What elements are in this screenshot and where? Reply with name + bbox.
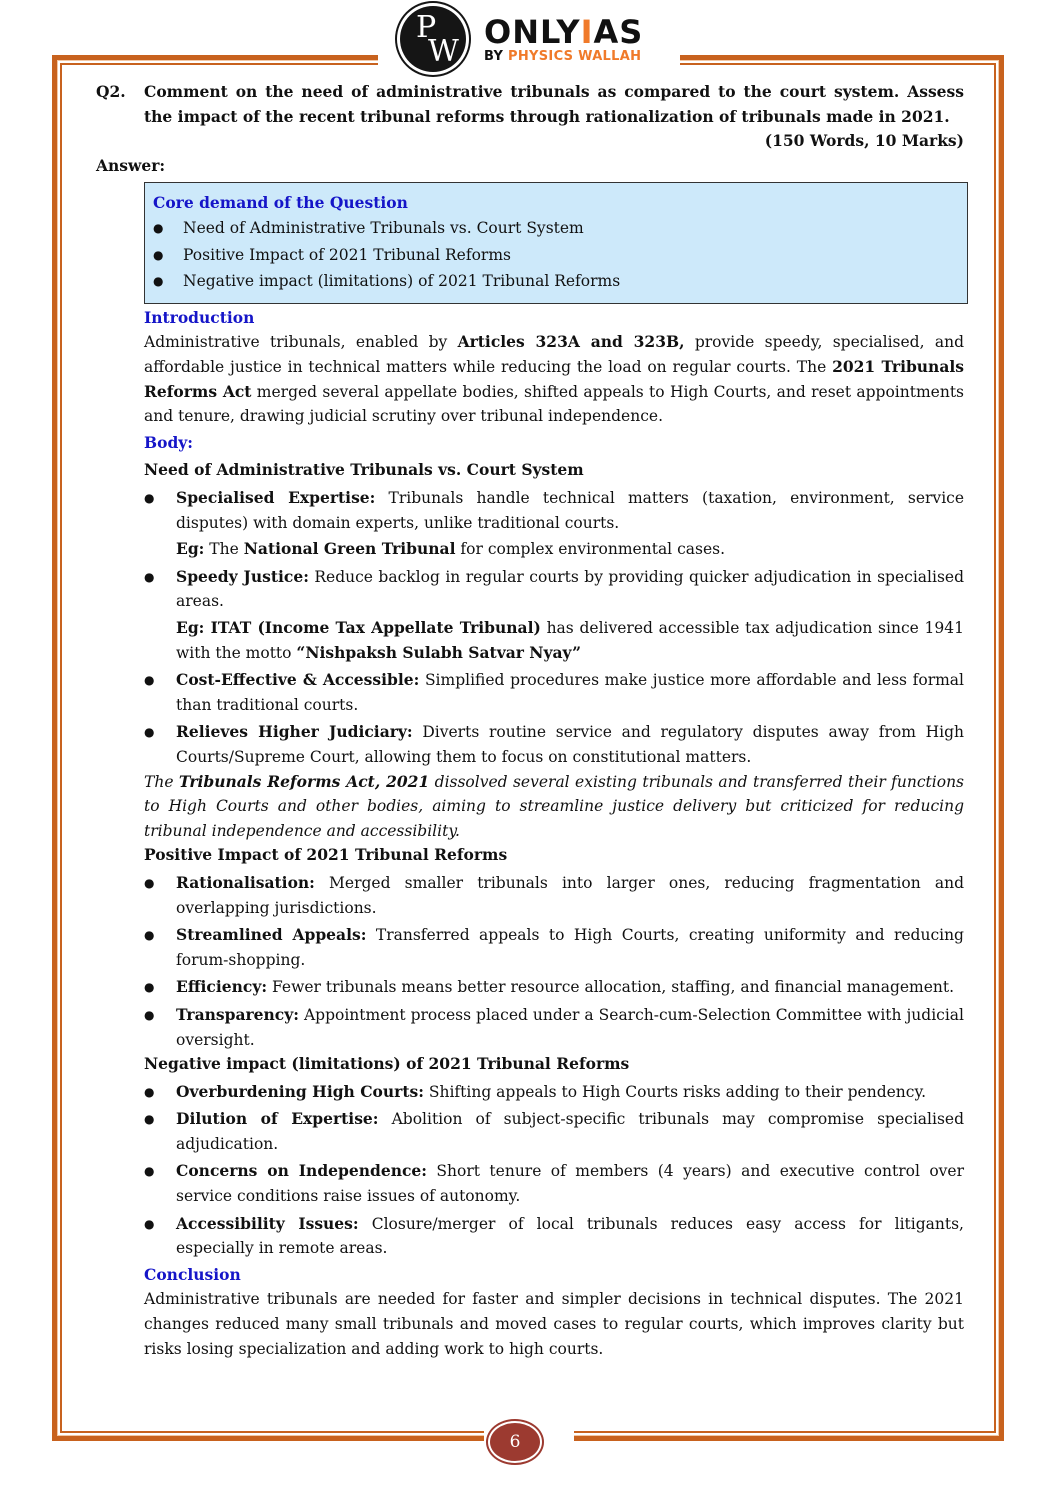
list-item-body <box>176 975 964 1000</box>
answer-body <box>144 306 964 1361</box>
question-marks: (150 Words, 10 Marks) <box>764 131 964 151</box>
transition-text: dissolved several existing tribunals and transferred their functions to High Courts and other bodies, aiming to streamline justice delivery but criticized for reducing tribunal independence and accessibility. <box>144 772 965 840</box>
core-demand-box <box>144 182 968 304</box>
core-demand-title: Core demand of the Question <box>153 193 408 213</box>
bullet-icon: ● <box>144 1216 155 1231</box>
brand-name-i: I <box>580 12 594 51</box>
list-item-text: Fewer tribunals means better resource allocation, staffing, and financial management. <box>267 978 955 997</box>
question <box>96 80 964 154</box>
introduction-heading: Introduction <box>144 307 255 327</box>
bullet-icon: ● <box>144 1164 155 1179</box>
list-item <box>144 720 964 769</box>
list-item-body <box>176 923 964 972</box>
transition-bold: Tribunals Reforms Act, 2021 <box>178 771 430 791</box>
core-demand-item <box>153 215 959 242</box>
list-item-body <box>176 1107 964 1156</box>
bullet-icon: ● <box>144 875 155 890</box>
list-item-body <box>176 486 964 535</box>
list-item <box>144 923 964 972</box>
core-demand-item-text: Need of Administrative Tribunals vs. Court System <box>183 219 584 238</box>
list-item-body <box>176 1212 964 1261</box>
transition-paragraph <box>144 770 964 844</box>
list-item-text: Simplified procedures make justice more affordable and less formal than traditional courts. <box>176 671 965 714</box>
example-line <box>176 616 964 665</box>
intro-text: Administrative tribunals, enabled by <box>144 333 458 352</box>
list-item-label: Transparency: <box>176 1004 299 1024</box>
intro-text: provide speedy, specialised, and affordable justice in technical matters while reducing the load on regular courts. The <box>144 333 964 377</box>
list-item-label: Specialised Expertise: <box>176 488 376 508</box>
list-item <box>144 1107 964 1156</box>
list-item <box>144 1212 964 1261</box>
list-item-body <box>176 720 964 769</box>
introduction-paragraph <box>144 330 964 428</box>
list-item-label: Dilution of Expertise: <box>176 1109 379 1129</box>
logo-letter-p: P <box>416 10 437 45</box>
list-item-label: Overburdening High Courts: <box>176 1081 424 1101</box>
bullet-icon: ● <box>153 274 164 289</box>
question-number: Q2. <box>96 82 126 101</box>
list-item-label: Concerns on Independence: <box>176 1161 427 1181</box>
pw-logo-icon <box>400 6 466 72</box>
transition-text: The <box>144 772 179 791</box>
bullet-icon: ● <box>153 221 164 236</box>
core-demand-item-text: Negative impact (limitations) of 2021 Tribunal Reforms <box>183 272 621 291</box>
example-label: Eg: <box>176 539 205 559</box>
example-line <box>176 537 964 562</box>
list-item <box>144 668 964 717</box>
list-item-text: Tribunals handle technical matters (taxation, environment, service disputes) with domain experts, unlike traditional courts. <box>176 489 965 532</box>
list-item-body <box>176 668 964 717</box>
bullet-icon: ● <box>144 673 155 688</box>
list-item-body <box>176 1159 964 1208</box>
list-item-text: Appointment process placed under a Search-cum-Selection Committee with judicial oversight. <box>176 1005 964 1049</box>
bullet-icon: ● <box>144 1112 155 1127</box>
bullet-icon: ● <box>144 491 155 506</box>
list-item <box>144 871 964 920</box>
bullet-icon: ● <box>144 980 155 995</box>
brand-sub-by: BY <box>484 48 509 64</box>
intro-bold-articles: Articles 323A and 323B, <box>457 332 685 352</box>
list-item-body <box>176 1080 964 1105</box>
example-text: for complex environmental cases. <box>455 540 725 559</box>
list-item-text: Transferred appeals to High Courts, creating uniformity and reducing forum-shopping. <box>176 926 964 969</box>
brand-name-prefix: ONLY <box>484 12 581 51</box>
intro-bold-act: 2021 Tribunals Reforms Act <box>144 357 964 401</box>
question-body <box>144 80 964 154</box>
example-label: Eg: ITAT (Income Tax Appellate Tribunal) <box>176 618 541 637</box>
list-item-text: Short tenure of members (4 years) and executive control over service conditions raise issues of autonomy. <box>176 1162 965 1206</box>
core-demand-item-text: Positive Impact of 2021 Tribunal Reforms <box>183 245 511 264</box>
list-item-label: Relieves Higher Judiciary: <box>176 722 413 742</box>
list-item-body <box>176 871 964 920</box>
bullet-icon: ● <box>153 247 164 262</box>
list-item-text: Shifting appeals to High Courts risks adding to their pendency. <box>423 1082 927 1101</box>
bullet-icon: ● <box>144 1007 155 1022</box>
list-item <box>144 486 964 535</box>
positive-heading: Positive Impact of 2021 Tribunal Reforms <box>144 845 508 865</box>
list-item-body <box>176 565 964 614</box>
list-item-label: Efficiency: <box>176 977 268 997</box>
need-heading: Need of Administrative Tribunals vs. Court System <box>144 460 584 480</box>
page-number: 6 <box>488 1421 542 1463</box>
list-item <box>144 565 964 614</box>
brand-subtitle <box>484 49 643 64</box>
bullet-icon: ● <box>144 725 155 740</box>
list-item <box>144 1080 964 1105</box>
list-item-label: Rationalisation: <box>176 872 315 892</box>
bullet-icon: ● <box>144 569 155 584</box>
bullet-icon: ● <box>144 928 155 943</box>
list-item-label: Speedy Justice: <box>176 566 309 586</box>
answer-label: Answer: <box>96 155 166 175</box>
list-item <box>144 1003 964 1052</box>
core-demand-item <box>153 268 959 295</box>
logo-letter-w: W <box>428 34 459 69</box>
list-item-text: Reduce backlog in regular courts by providing quicker adjudication in specialised areas. <box>176 567 964 611</box>
list-item-label: Cost-Effective & Accessible: <box>176 670 420 690</box>
conclusion-paragraph: Administrative tribunals are needed for faster and simpler decisions in technical disputes. The 2021 changes reduced many small tribunals and moved cases to regular courts, which improves clarity but risks losing specialization and adding work to high courts. <box>144 1290 964 1358</box>
body-heading: Body: <box>144 432 194 452</box>
brand-name <box>484 12 644 51</box>
example-bold: “Nishpaksh Sulabh Satvar Nyay” <box>296 642 582 662</box>
intro-text: merged several appellate bodies, shifted appeals to High Courts, and reset appointments and tenure, drawing judicial scrutiny over tribunal independence. <box>144 382 965 426</box>
list-item-text: Closure/merger of local tribunals reduces easy access for litigants, especially in remote areas. <box>176 1214 964 1258</box>
example-text: The <box>204 540 244 559</box>
list-item-text: Abolition of subject-specific tribunals may compromise specialised adjudication. <box>176 1110 964 1153</box>
list-item <box>144 975 964 1000</box>
page-content <box>96 80 964 1361</box>
brand-text <box>484 12 644 64</box>
list-item-text: Merged smaller tribunals into larger ones, reducing fragmentation and overlapping jurisdictions. <box>176 873 964 917</box>
list-item-body <box>176 1003 964 1052</box>
brand-sub-name: PHYSICS WALLAH <box>508 48 642 64</box>
header-logo <box>400 4 670 74</box>
negative-heading: Negative impact (limitations) of 2021 Tribunal Reforms <box>144 1054 630 1074</box>
example-text: has delivered accessible tax adjudication since 1941 with the motto <box>176 619 964 662</box>
list-item-text: Diverts routine service and regulatory disputes away from High Courts/Supreme Court, allowing them to focus on constitutional matters. <box>176 723 964 766</box>
core-demand-item <box>153 242 959 269</box>
question-text: Comment on the need of administrative tribunals as compared to the court system. Assess the impact of the recent tribunal reforms through rationalization of tribunals made in 2021. <box>144 82 964 126</box>
list-item-label: Streamlined Appeals: <box>176 925 367 945</box>
conclusion-heading: Conclusion <box>144 1264 241 1284</box>
example-bold: National Green Tribunal <box>243 539 456 559</box>
list-item <box>144 1159 964 1208</box>
brand-name-suffix: AS <box>593 12 644 51</box>
list-item-label: Accessibility Issues: <box>176 1213 359 1233</box>
bullet-icon: ● <box>144 1084 155 1099</box>
